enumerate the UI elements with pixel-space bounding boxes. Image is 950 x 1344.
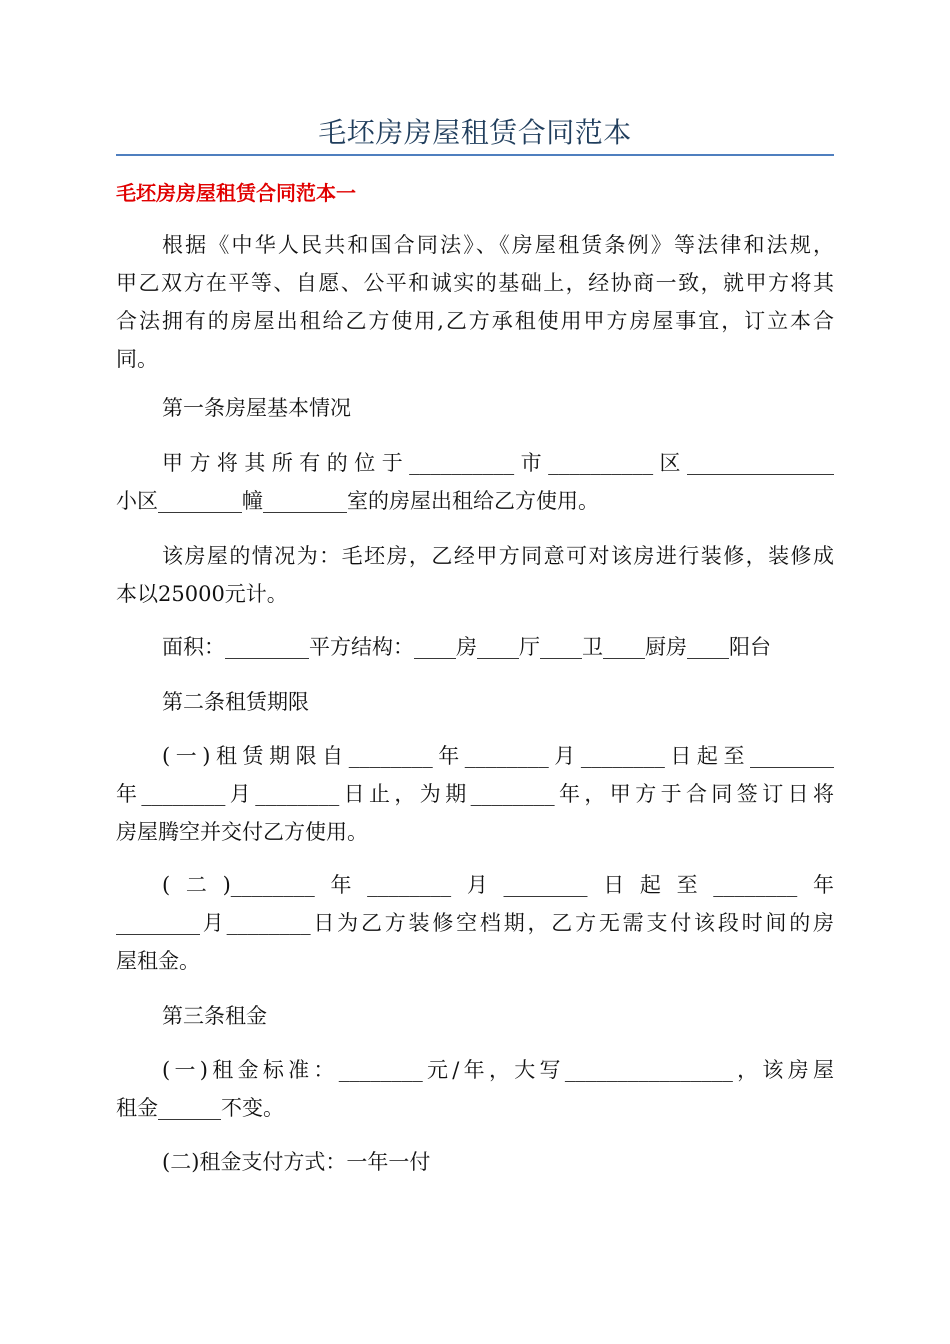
paragraph-line: (一)租金标准：________元/年，大写________________，该房屋	[162, 1058, 834, 1082]
paragraph-condition	[116, 537, 834, 613]
section-heading: 毛坯房房屋租赁合同范本一	[116, 181, 356, 205]
title-underline-rule	[116, 154, 834, 156]
paragraph-line: 第三条租金	[162, 1004, 267, 1028]
paragraph-rent-payment	[116, 1143, 834, 1181]
paragraph-line: 合法拥有的房屋出租给乙方使用,乙方承租使用甲方房屋事宜，订立本合	[116, 309, 834, 333]
paragraph-line: (一)租赁期限自________年________月________日起至________	[162, 744, 834, 768]
paragraph-line: 小区________幢________室的房屋出租给乙方使用。	[116, 489, 599, 513]
paragraph-rent-standard	[116, 1051, 834, 1127]
paragraph-line: 该房屋的情况为：毛坯房，乙经甲方同意可对该房进行装修，装修成	[162, 544, 834, 568]
paragraph-location	[116, 444, 834, 520]
paragraph-line: 租金______不变。	[116, 1096, 284, 1120]
paragraph-area	[116, 628, 834, 666]
paragraph-line: 房屋腾空并交付乙方使用。	[116, 820, 368, 844]
paragraph-lease-term-1	[116, 737, 834, 851]
paragraph-line: ________月________日为乙方装修空档期，乙方无需支付该段时间的房	[116, 911, 834, 935]
paragraph-line: 同。	[116, 347, 158, 371]
paragraph-line: 第二条租赁期限	[162, 690, 309, 714]
paragraph-line: 年________月________日止，为期________年，甲方于合同签订日将	[116, 782, 834, 806]
paragraph-line: (二)租金支付方式：一年一付	[162, 1150, 431, 1174]
paragraph-line: 甲乙双方在平等、自愿、公平和诚实的基础上，经协商一致，就甲方将其	[116, 271, 834, 295]
paragraph-line: 屋租金。	[116, 949, 200, 973]
article-heading-2	[116, 683, 834, 721]
article-heading-1	[116, 389, 834, 427]
paragraph-lease-term-2	[116, 866, 834, 980]
paragraph-line: 本以25000元计。	[116, 582, 288, 606]
document-title: 毛坯房房屋租赁合同范本	[318, 116, 632, 149]
paragraph-line: 第一条房屋基本情况	[162, 396, 351, 420]
paragraph-line: 面积：________平方结构：____房____厅____卫____厨房____阳台	[162, 635, 771, 659]
paragraph-preamble	[116, 226, 834, 378]
paragraph-line: 甲方将其所有的位于__________市__________区______________	[162, 451, 834, 475]
article-heading-3	[116, 997, 834, 1035]
paragraph-line: (二)________年________月________日起至________年	[162, 873, 834, 897]
paragraph-line: 根据《中华人民共和国合同法》、《房屋租赁条例》等法律和法规，	[162, 233, 834, 257]
